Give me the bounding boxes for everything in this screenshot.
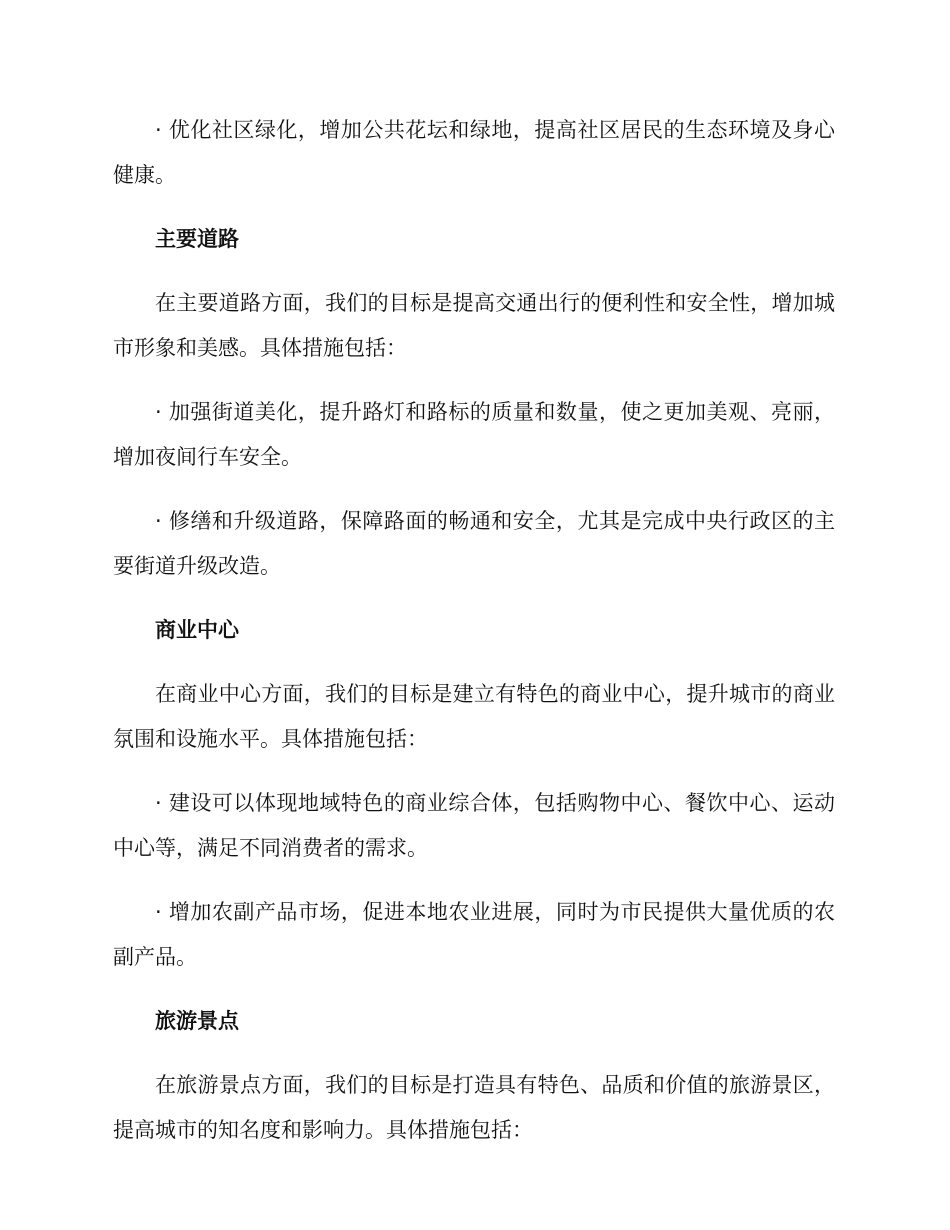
section-heading-tourist-attractions: 旅游景点: [155, 1009, 239, 1033]
section-heading-main-roads: 主要道路: [155, 227, 239, 251]
bullet-paragraph-commercial-complex: · 建设可以体现地域特色的商业综合体，包括购物中心、餐饮中心、运动中心等，满足不同消费者的需求。: [113, 791, 835, 860]
bullet-paragraph-greening: · 优化社区绿化，增加公共花坛和绿地，提高社区居民的生态环境及身心健康。: [113, 118, 835, 187]
document-body: [113, 108, 835, 1172]
paragraph-main-roads-intro: 在主要道路方面，我们的目标是提高交通出行的便利性和安全性，增加城市形象和美感。具体措施包括：: [113, 291, 835, 360]
paragraph-commercial-center-intro: 在商业中心方面，我们的目标是建立有特色的商业中心，提升城市的商业氛围和设施水平。具体措施包括：: [113, 682, 835, 751]
paragraph-tourist-attractions-intro: 在旅游景点方面，我们的目标是打造具有特色、品质和价值的旅游景区，提高城市的知名度和影响力。具体措施包括：: [113, 1073, 835, 1142]
bullet-paragraph-road-repair: · 修缮和升级道路，保障路面的畅通和安全，尤其是完成中央行政区的主要街道升级改造。: [113, 509, 835, 578]
bullet-paragraph-farm-market: · 增加农副产品市场，促进本地农业进展，同时为市民提供大量优质的农副产品。: [113, 900, 835, 969]
section-heading-commercial-center: 商业中心: [155, 618, 239, 642]
bullet-paragraph-street-beautification: · 加强街道美化，提升路灯和路标的质量和数量，使之更加美观、亮丽，增加夜间行车安全。: [113, 400, 835, 469]
